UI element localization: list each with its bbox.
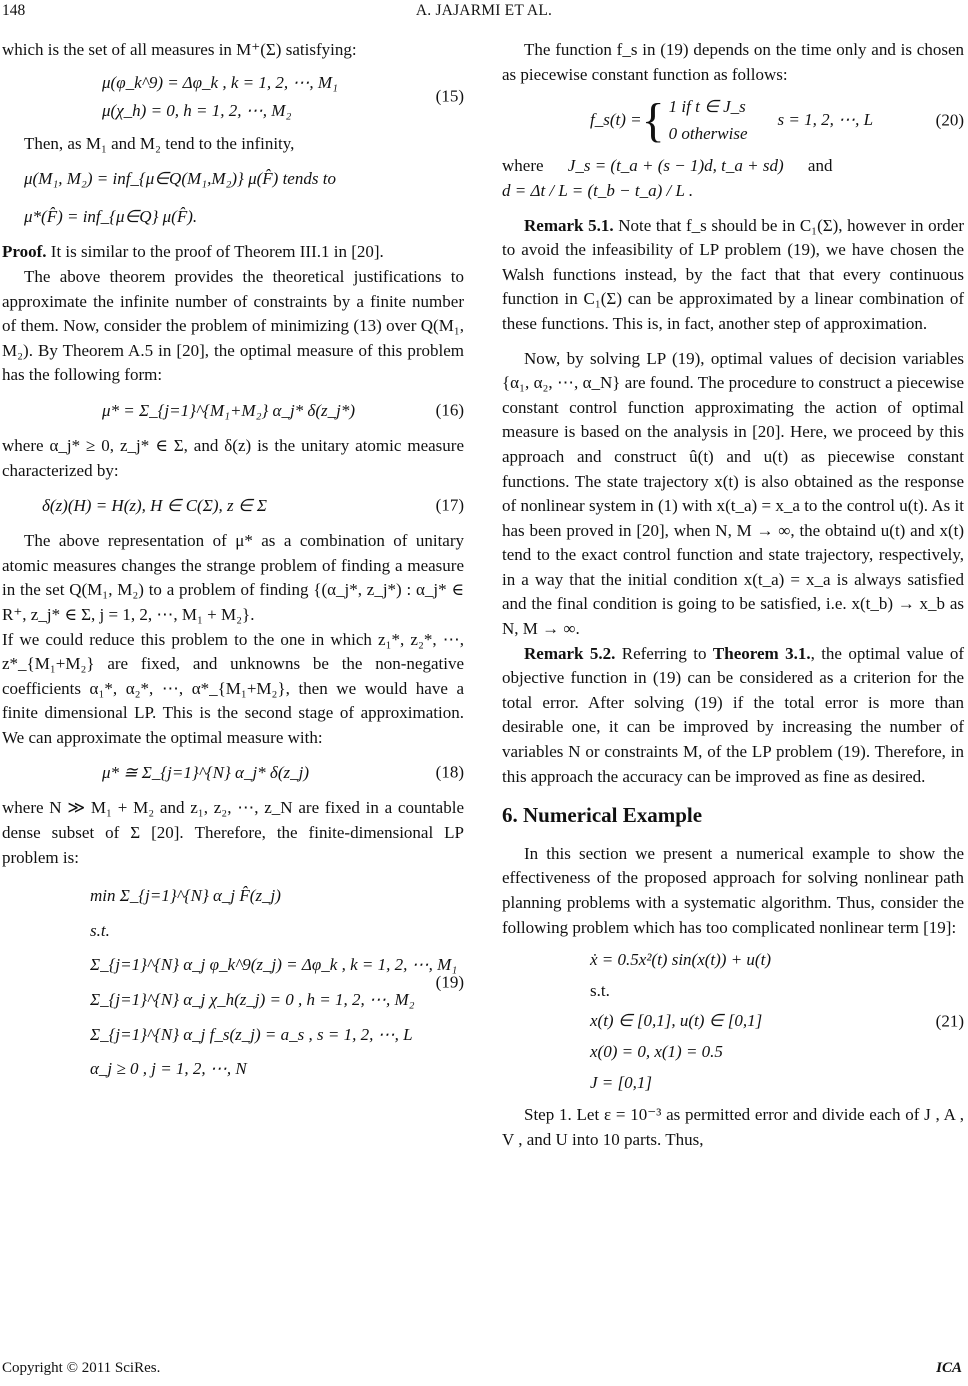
journal-name: ICA [936, 1360, 962, 1376]
remark-paragraph [502, 642, 964, 790]
proof-paragraph [2, 240, 464, 265]
lp-st: s.t. [90, 920, 110, 940]
theorem-ref: Theorem 3.1. [712, 643, 811, 663]
equation-number: (16) [435, 400, 464, 420]
paragraph: where α_j* ≥ 0, z_j* ∈ Σ, and δ(z) is the unitary atomic measure characterized by: [2, 435, 464, 480]
proof-label: Proof. [2, 242, 47, 262]
lp-constraint: α_j ≥ 0 , j = 1, 2, ⋯, N [90, 1059, 247, 1079]
equation-line: x(0) = 0, x(1) = 0.5 [590, 1041, 723, 1061]
paragraph: where N ≫ M₁ + M₂ and z₁, z₂, ⋯, z_N are fixed in a countable dense subset of Σ [20]. Therefore, the finite-dimensional LP problem is: [2, 798, 464, 867]
left-column [2, 38, 464, 1090]
equation-line: J = [0,1] [590, 1072, 652, 1092]
equation-line: ẋ = 0.5x²(t) sin(x(t)) + u(t) [590, 950, 771, 970]
equation-line: μ(M₁, M₂) = inf_{μ∈Q(M₁,M₂)} μ(F̂) tends to [24, 169, 336, 189]
paragraph: The above representation of μ* as a combination of unitary atomic measures changes the strange problem of finding a measure in the set Q(M₁, M₂) to a problem of finding {(α_j*, z_j*) : α_j* ∈ R⁺, z_j* ∈ Σ, j = 1, 2, ⋯, M₁ + M₂}. [2, 531, 464, 624]
remark-label: Remark 5.2. [524, 643, 616, 663]
paragraph: which is the set of all measures in M⁺(Σ) satisfying: [2, 40, 357, 59]
proof-text: It is similar to the proof of Theorem III.1 in [20]. [50, 242, 384, 262]
paragraph [502, 179, 964, 204]
remark-text: , the optimal value of objective function in (19) can be considered as a criterion for the total error. After solving (19) if the total error is more than desirable one, it can be improved by increasing the number of variables N or constraints M, of the LP problem (19). Therefore, in this approach the accuracy can be improved as fine as desired. [502, 643, 965, 786]
d-expression: d = Δt / L = (t_b − t_a) / L . [502, 180, 694, 200]
equation-line: δ(z)(H) = H(z), H ∈ C(Σ), z ∈ Σ [42, 495, 268, 515]
equation-15 [2, 71, 464, 124]
paragraph: In this section we present a numerical example to show the effectiveness of the proposed approach for solving nonlinear path planning problems with a systematic algorithm. Thus, consider the following problem which has too complicated nonlinear term [19]: [502, 843, 964, 937]
equation-inf [2, 164, 464, 194]
equation-inf-star [2, 202, 464, 232]
equation-line: s.t. [590, 980, 610, 1000]
paragraph: Then, as M₁ and M₂ tend to the infinity, [24, 133, 295, 153]
remark-text: Referring to [621, 643, 707, 663]
lp-objective: min Σ_{j=1}^{N} α_j F̂(z_j) [90, 886, 281, 906]
copyright: Copyright © 2011 SciRes. [2, 1360, 161, 1376]
equation-16 [2, 396, 464, 426]
equation-number: (19) [435, 972, 464, 992]
equation-range: s = 1, 2, ⋯, L [777, 110, 874, 130]
equation-number: (20) [935, 110, 964, 130]
remark-text: Note that f_s should be in C₁(Σ), however in order to avoid the infeasibility of LP problem (19), we have chosen the Walsh functions instead, by the fact that that every continuous function in C₁(Σ) can be approximated by a linear combination of these functions. This is, in fact, another step of approximation. [502, 215, 965, 333]
case-line: 0 otherwise [668, 123, 748, 143]
lp-constraint: Σ_{j=1}^{N} α_j f_s(z_j) = a_s , s = 1, 2, ⋯, L [90, 1024, 413, 1044]
equation-line: μ(φ_k^9) = Δφ_k , k = 1, 2, ⋯, M₁ [102, 72, 338, 92]
equation-line: μ*(F̂) = inf_{μ∈Q} μ(F̂). [24, 207, 198, 227]
equation-18 [2, 758, 464, 788]
equation-line: μ(χ_h) = 0, h = 1, 2, ⋯, M₂ [102, 101, 292, 121]
remark-paragraph [502, 214, 964, 337]
paragraph: Step 1. Let ε = 10⁻³ as permitted error and divide each of J , A , V , and U into 10 parts. Thus, [502, 1105, 964, 1149]
paragraph: If we could reduce this problem to the one in which z₁*, z₂*, ⋯, z*_{M₁+M₂} are fixed, and unknowns be the non-negative coefficients α₁*, α₂*, ⋯, α*_{M₁+M₂}, then we would have a finite dimensional LP. This is the second stage of approximation. We can approximate the optimal measure with: [2, 629, 464, 747]
remark-label: Remark 5.1. [524, 215, 614, 235]
equation-number: (15) [435, 86, 464, 106]
running-title: A. JAJARMI ET AL. [415, 2, 553, 19]
equation-21 [502, 948, 964, 1095]
case-line: 1 if t ∈ J_s [668, 97, 746, 117]
equation-number: (18) [435, 763, 464, 783]
page-number: 148 [2, 2, 26, 19]
paragraph: Now, by solving LP (19), optimal values of decision variables {α₁, α₂, ⋯, α_N} are found. The procedure to construct a piecewise constant control function approximating the action of optimal measure is based on the analysis in [20]. Here, we proceed by this approach and construct û(t) and u(t) as piecewise constant functions. The state trajectory x(t) is also obtained as the response of nonlinear system in (1) with x(t_a) = x_a to the control u(t). As it has been proved in [20], when N, M → ∞, the obtaind u(t) and x(t) tend to the exact control function and state trajectory, respectively, in a way that the initial condition x(t_a) = x_a is always satisfied and the final condition is going to be satisfied, i.e. x(t_b) → x_b as N, M → ∞. [502, 348, 964, 639]
section-title: 6. Numerical Example [502, 803, 703, 828]
paragraph: The function f_s in (19) depends on the time only and is chosen as piecewise constant function as follows: [502, 40, 964, 84]
equation-line: x(t) ∈ [0,1], u(t) ∈ [0,1] [590, 1011, 763, 1031]
lp-constraint: Σ_{j=1}^{N} α_j χ_h(z_j) = 0 , h = 1, 2, ⋯, M₂ [90, 990, 415, 1010]
paragraph: The above theorem provides the theoretical justifications to approximate the infinite number of constraints by a finite number of them. Now, consider the problem of minimizing (13) over Q(M₁, M₂). By Theorem A.5 in [20], the optimal measure of this problem has the following form: [2, 266, 464, 385]
interval-expression: J_s = (t_a + (s − 1)d, t_a + sd) [567, 156, 784, 176]
text: where [502, 156, 544, 176]
equation-number: (21) [935, 1011, 964, 1031]
equation-line: μ* = Σ_{j=1}^{M₁+M₂} α_j* δ(z_j*) [102, 400, 355, 420]
equation-number: (17) [435, 495, 464, 515]
equation-19 [2, 884, 464, 1082]
equation-lhs: f_s(t) = [590, 110, 642, 130]
right-column [502, 38, 964, 1152]
paragraph [502, 154, 964, 179]
text: and [807, 156, 833, 176]
equation-line: μ* ≅ Σ_{j=1}^{N} α_j* δ(z_j) [102, 763, 309, 783]
equation-20 [502, 95, 964, 146]
equation-17 [2, 491, 464, 521]
lp-constraint: Σ_{j=1}^{N} α_j φ_k^9(z_j) = Δφ_k , k = 1, 2, ⋯, M₁ [90, 955, 458, 975]
brace: { [641, 93, 665, 147]
